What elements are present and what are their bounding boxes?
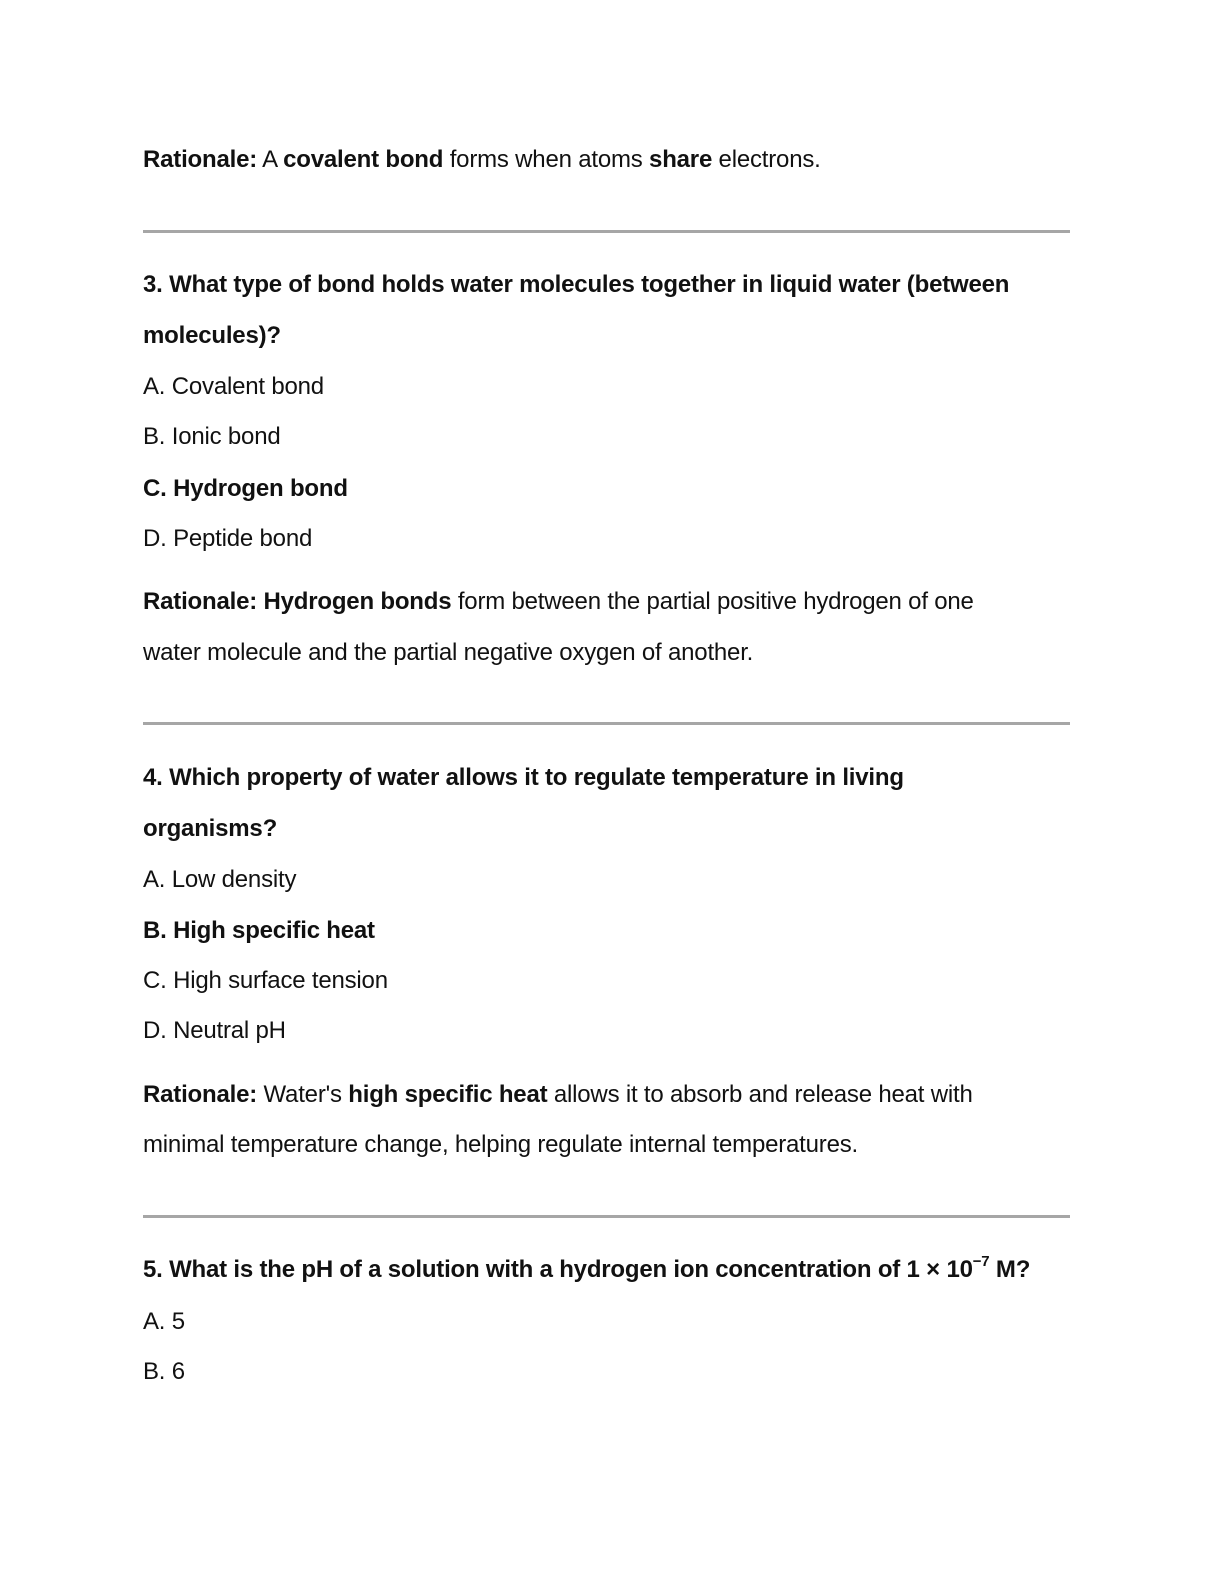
rationale-label: Rationale: (143, 146, 258, 173)
rationale-text: forms when atoms (443, 146, 650, 173)
divider (143, 722, 1070, 725)
q4-option-c: C. High surface tension (143, 967, 388, 994)
rationale-label: Rationale: (143, 588, 258, 615)
rationale-bold-term: Hydrogen bonds (263, 588, 452, 615)
rationale-label: Rationale: (143, 1081, 258, 1108)
rationale-text: Water's (257, 1081, 349, 1108)
q3-rationale-line1 (143, 587, 1103, 617)
q3-question-line2: molecules)? (143, 322, 281, 349)
rationale-text: electrons. (712, 146, 821, 173)
q5-question-unit: M? (989, 1256, 1031, 1283)
q3-option-d: D. Peptide bond (143, 525, 313, 552)
rationale-text: form between the partial positive hydrogen of one (451, 588, 974, 615)
q4-rationale-line1 (143, 1080, 1103, 1110)
rationale-text: allows it to absorb and release heat with (547, 1081, 973, 1108)
q2-rationale (143, 145, 1103, 175)
q4-option-d: D. Neutral pH (143, 1017, 286, 1044)
q5-option-a: A. 5 (143, 1308, 185, 1335)
q3-rationale-line2: water molecule and the partial negative oxygen of another. (143, 639, 754, 666)
rationale-bold-term: covalent bond (283, 146, 444, 173)
q4-option-b-correct: B. High specific heat (143, 917, 375, 944)
q5-question-text: 5. What is the pH of a solution with a hydrogen ion concentration of 1 × 10 (143, 1256, 973, 1283)
q4-option-a: A. Low density (143, 866, 297, 893)
divider (143, 230, 1070, 233)
q3-option-b: B. Ionic bond (143, 423, 281, 450)
q3-option-c-correct: C. Hydrogen bond (143, 475, 348, 502)
q5-question (143, 1255, 1103, 1285)
q5-exponent: −7 (972, 1253, 990, 1270)
rationale-bold-term: share (649, 146, 713, 173)
q3-option-a: A. Covalent bond (143, 373, 324, 400)
q3-question-line1: 3. What type of bond holds water molecules together in liquid water (between (143, 271, 1010, 298)
divider (143, 1215, 1070, 1218)
q4-question-line2: organisms? (143, 815, 278, 842)
q4-rationale-line2: minimal temperature change, helping regulate internal temperatures. (143, 1131, 859, 1158)
q4-question-line1: 4. Which property of water allows it to regulate temperature in living (143, 764, 904, 791)
rationale-bold-term: high specific heat (348, 1081, 548, 1108)
q5-option-b: B. 6 (143, 1358, 185, 1385)
rationale-text: A (257, 146, 284, 173)
